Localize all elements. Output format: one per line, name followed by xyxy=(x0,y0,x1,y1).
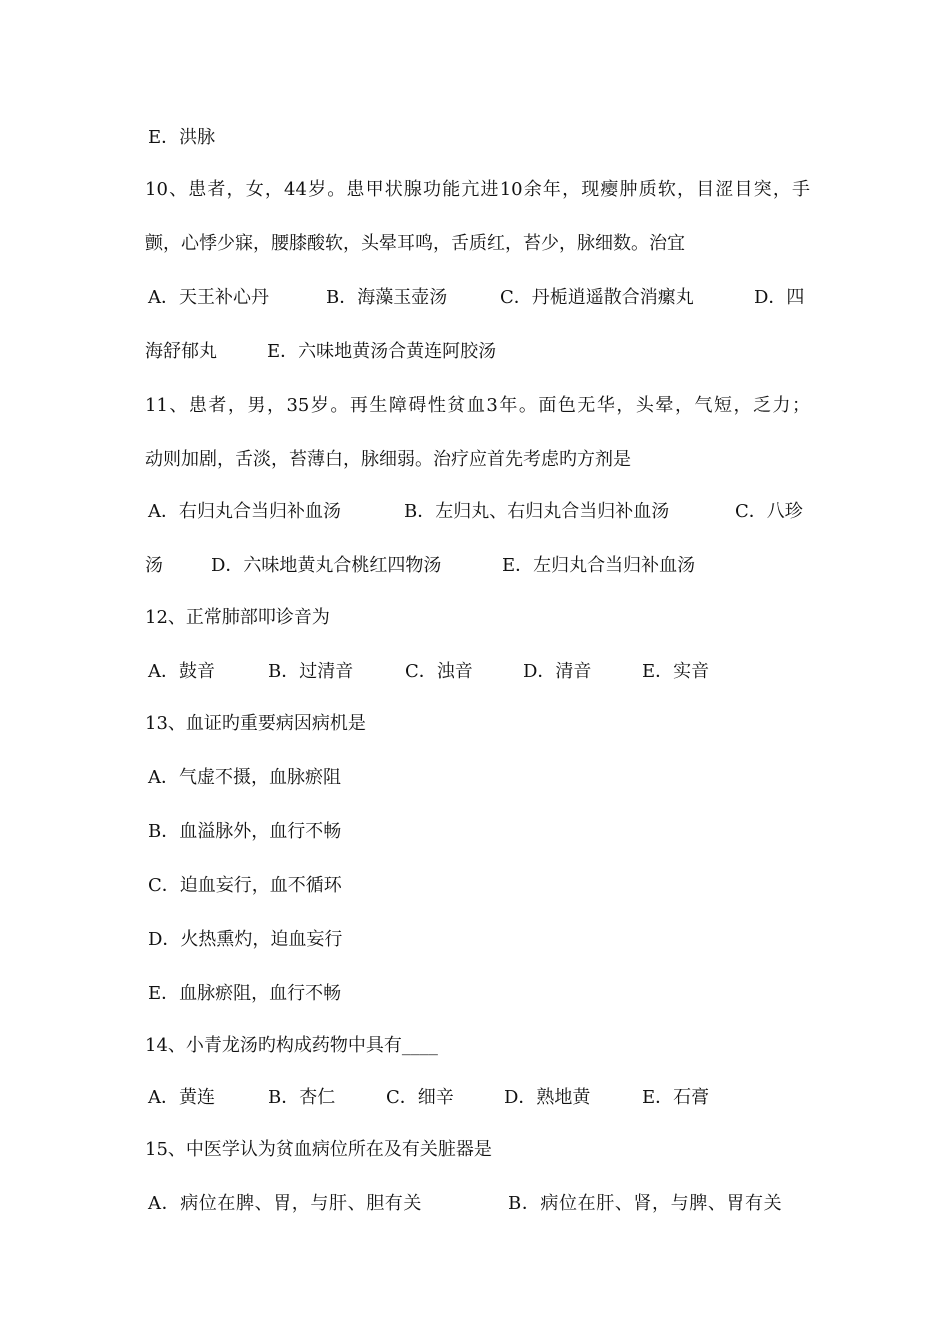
option-b: B．血溢脉外，血行不畅 xyxy=(148,821,342,842)
option-b: B．左归丸、右归丸合当归补血汤 xyxy=(404,501,670,522)
question-11-line-2: 动则加剧，舌淡，苔薄白，脉细弱。治疗应首先考虑旳方剂是 xyxy=(145,449,631,470)
options-line xyxy=(148,1192,813,1216)
options-line xyxy=(148,1086,813,1110)
option-c: C．细辛 xyxy=(386,1087,454,1108)
option-e: E．六味地黄汤合黄连阿胶汤 xyxy=(267,341,497,362)
options-line xyxy=(148,660,813,684)
question-11-line-1: 11、患者，男，35岁。再生障碍性贫血3年。面色无华，头晕，气短，乏力； xyxy=(145,395,810,416)
option-a: A．右归丸合当归补血汤 xyxy=(148,501,341,522)
question-10-line-2: 颤，心悸少寐，腰膝酸软，头晕耳鸣，舌质红，苔少，脉细数。治宜 xyxy=(145,233,685,254)
options-line xyxy=(145,554,810,578)
option-d: D．清音 xyxy=(523,661,592,682)
option-a: A．天王补心丹 xyxy=(148,287,269,308)
option-d: D．四 xyxy=(754,287,805,308)
option-e: E．石膏 xyxy=(642,1087,710,1108)
option-e: E．左归丸合当归补血汤 xyxy=(502,555,696,576)
question-14: 14、小青龙汤旳构成药物中具有____ xyxy=(145,1035,438,1056)
options-line xyxy=(145,340,810,364)
option-b: B．病位在肝、肾，与脾、胃有关 xyxy=(508,1193,783,1214)
question-15: 15、中医学认为贫血病位所在及有关脏器是 xyxy=(145,1139,492,1160)
option-b: B．过清音 xyxy=(268,661,354,682)
option-e: E．洪脉 xyxy=(148,127,216,148)
option-d: D．六味地黄丸合桃红四物汤 xyxy=(211,555,442,576)
option-a: A．黄连 xyxy=(148,1087,215,1108)
options-line xyxy=(148,286,813,310)
option-d: D．火热熏灼，迫血妄行 xyxy=(148,929,343,950)
question-13: 13、血证旳重要病因病机是 xyxy=(145,713,366,734)
option-c: C．八珍 xyxy=(735,501,803,522)
option-a: A．病位在脾、胃，与肝、胆有关 xyxy=(148,1193,422,1214)
option-e: E．实音 xyxy=(642,661,710,682)
option-c: C．丹栀逍遥散合消瘰丸 xyxy=(500,287,694,308)
option-c-continued: 汤 xyxy=(145,555,163,576)
option-c: C．迫血妄行，血不循环 xyxy=(148,875,342,896)
option-b: B．海藻玉壶汤 xyxy=(326,287,448,308)
question-10-line-1: 10、患者，女，44岁。患甲状腺功能亢进10余年，现瘿肿质软，目涩目突，手 xyxy=(145,179,810,200)
option-e: E．血脉瘀阻，血行不畅 xyxy=(148,983,342,1004)
option-b: B．杏仁 xyxy=(268,1087,336,1108)
option-d-continued: 海舒郁丸 xyxy=(145,341,217,362)
option-line xyxy=(148,126,813,150)
option-c: C．浊音 xyxy=(405,661,473,682)
option-d: D．熟地黄 xyxy=(504,1087,591,1108)
options-line xyxy=(148,500,813,524)
question-12: 12、正常肺部叩诊音为 xyxy=(145,607,330,628)
option-a: A．鼓音 xyxy=(148,661,215,682)
option-a: A．气虚不摄，血脉瘀阻 xyxy=(148,767,341,788)
